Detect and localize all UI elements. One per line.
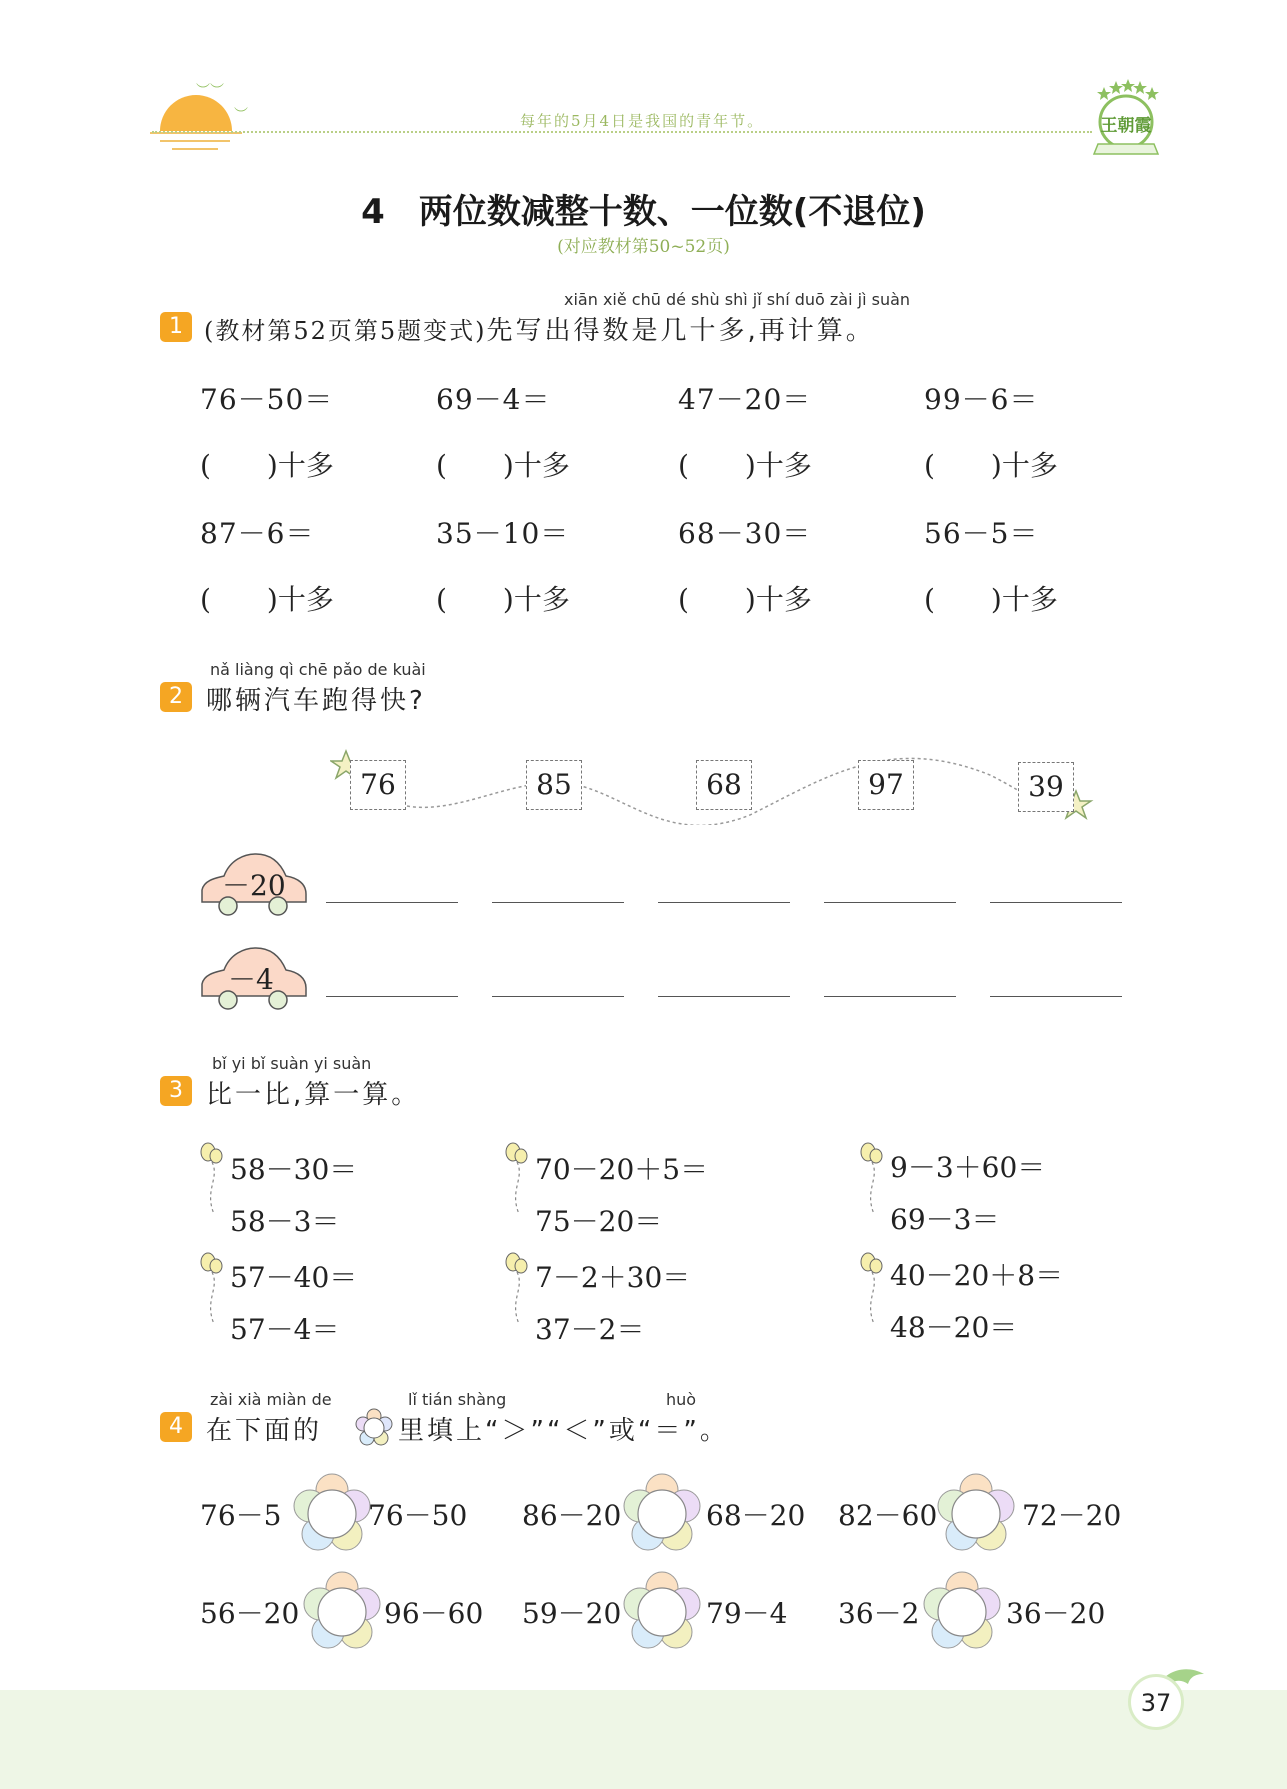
- q1-tens-blank[interactable]: ( )十多: [678, 449, 812, 482]
- page-number: 37: [1128, 1674, 1184, 1730]
- q1-prompt: [204, 310, 875, 347]
- q4-number-badge: 4: [160, 1412, 192, 1442]
- q1-pinyin: xiān xiě chū dé shù shì jǐ shí duō zài jì suàn: [564, 290, 911, 309]
- q1-tens-blank[interactable]: ( )十多: [200, 583, 334, 616]
- speed-number: 97: [858, 760, 914, 810]
- butterfly-icon: [858, 1140, 888, 1220]
- q3-expression: 48－20＝: [890, 1311, 1018, 1344]
- butterfly-icon: [198, 1250, 228, 1330]
- q4-left-expression: 36－2: [838, 1597, 920, 1630]
- speed-number: 76: [350, 760, 406, 810]
- q4-right-expression: 79－4: [706, 1597, 788, 1630]
- q1-expression: 35－10＝: [436, 517, 570, 550]
- q1-tens-blank[interactable]: ( )十多: [436, 449, 570, 482]
- q3-expression: 9－3＋60＝: [890, 1151, 1046, 1184]
- q3-expression: 57－40＝: [230, 1261, 358, 1294]
- speed-number: 85: [526, 760, 582, 810]
- compare-flower-blank[interactable]: [620, 1472, 704, 1556]
- q4-left-expression: 76－5: [200, 1499, 282, 1532]
- q4-text-b: 里填上“＞”“＜”或“＝”。: [398, 1416, 729, 1446]
- speed-number: 39: [1018, 762, 1074, 812]
- q3-expression: 58－30＝: [230, 1153, 358, 1186]
- q4-left-expression: 59－20: [522, 1597, 622, 1630]
- answer-line[interactable]: [658, 902, 790, 903]
- butterfly-icon: [858, 1250, 888, 1330]
- bird-icon: ︶︶: [196, 83, 224, 99]
- car-subtract-label: －20: [222, 869, 286, 902]
- q4-pinyin: huò: [666, 1390, 697, 1409]
- q3-expression: 58－3＝: [230, 1205, 340, 1238]
- footer-band: [0, 1690, 1287, 1789]
- q1-number-badge: 1: [160, 312, 192, 342]
- q3-expression: 69－3＝: [890, 1203, 1000, 1236]
- answer-line[interactable]: [824, 902, 956, 903]
- q1-expression: 56－5＝: [924, 517, 1039, 550]
- q4-left-expression: 56－20: [200, 1597, 300, 1630]
- page-subtitle: (对应教材第50~52页): [557, 237, 730, 257]
- q1-tens-blank[interactable]: ( )十多: [436, 583, 570, 616]
- q4-right-expression: 96－60: [384, 1597, 484, 1630]
- q2-number-badge: 2: [160, 682, 192, 712]
- page-title: 4 两位数减整十数、一位数(不退位): [361, 192, 926, 232]
- car-subtract-label: －4: [228, 963, 274, 996]
- q1-expression: 99－6＝: [924, 383, 1039, 416]
- q1-tens-blank[interactable]: ( )十多: [678, 583, 812, 616]
- q1-expression: 69－4＝: [436, 383, 551, 416]
- logo-text: 王朝霞: [1100, 116, 1152, 136]
- q1-tens-blank[interactable]: ( )十多: [200, 449, 334, 482]
- q2-text: 哪辆汽车跑得快?: [206, 686, 426, 716]
- butterfly-icon: [503, 1140, 533, 1220]
- q1-expression: 87－6＝: [200, 517, 315, 550]
- q4-left-expression: 86－20: [522, 1499, 622, 1532]
- q1-tens-blank[interactable]: ( )十多: [924, 449, 1058, 482]
- answer-line[interactable]: [990, 996, 1122, 997]
- flower-icon: [354, 1408, 394, 1448]
- q3-expression: 40－20＋8＝: [890, 1259, 1064, 1292]
- q1-text: 先写出得数是几十多,再计算。: [486, 316, 875, 346]
- answer-line[interactable]: [492, 902, 624, 903]
- q4-right-expression: 72－20: [1022, 1499, 1122, 1532]
- answer-line[interactable]: [658, 996, 790, 997]
- answer-line[interactable]: [326, 902, 458, 903]
- q1-tens-blank[interactable]: ( )十多: [924, 583, 1058, 616]
- q3-text: 比一比,算一算。: [206, 1080, 421, 1110]
- compare-flower-blank[interactable]: [920, 1570, 1004, 1654]
- q1-expression: 76－50＝: [200, 383, 334, 416]
- compare-flower-blank[interactable]: [934, 1472, 1018, 1556]
- q3-number-badge: 3: [160, 1076, 192, 1106]
- compare-flower-blank[interactable]: [620, 1570, 704, 1654]
- sun-line: [160, 140, 230, 142]
- compare-flower-blank[interactable]: [290, 1472, 374, 1556]
- sun-icon: [160, 95, 232, 131]
- q3-expression: 7－2＋30＝: [535, 1261, 691, 1294]
- q3-pinyin: bǐ yi bǐ suàn yi suàn: [212, 1054, 372, 1073]
- speed-number: 68: [696, 760, 752, 810]
- q4-right-expression: 76－50: [368, 1499, 468, 1532]
- q4-pinyin: lǐ tián shàng: [408, 1390, 507, 1409]
- q4-right-expression: 68－20: [706, 1499, 806, 1532]
- header-divider: [152, 131, 1092, 133]
- butterfly-icon: [503, 1250, 533, 1330]
- sun-line: [172, 148, 218, 150]
- q4-pinyin: zài xià miàn de: [210, 1390, 332, 1409]
- answer-line[interactable]: [326, 996, 458, 997]
- q3-expression: 70－20＋5＝: [535, 1153, 709, 1186]
- butterfly-icon: [198, 1140, 228, 1220]
- answer-line[interactable]: [990, 902, 1122, 903]
- q3-expression: 37－2＝: [535, 1313, 645, 1346]
- q3-expression: 75－20＝: [535, 1205, 663, 1238]
- q1-expression: 47－20＝: [678, 383, 812, 416]
- q4-left-expression: 82－60: [838, 1499, 938, 1532]
- q1-expression: 68－30＝: [678, 517, 812, 550]
- answer-line[interactable]: [492, 996, 624, 997]
- q4-text-a: 在下面的: [206, 1416, 323, 1446]
- bird-icon: ︶: [234, 107, 248, 123]
- q1-source: (教材第52页第5题变式): [204, 317, 487, 345]
- compare-flower-blank[interactable]: [300, 1570, 384, 1654]
- q3-expression: 57－4＝: [230, 1313, 340, 1346]
- answer-line[interactable]: [824, 996, 956, 997]
- q4-right-expression: 36－20: [1006, 1597, 1106, 1630]
- q2-pinyin: nǎ liàng qì chē pǎo de kuài: [210, 660, 426, 679]
- header-tagline: 每年的5月4日是我国的青年节。: [520, 112, 765, 130]
